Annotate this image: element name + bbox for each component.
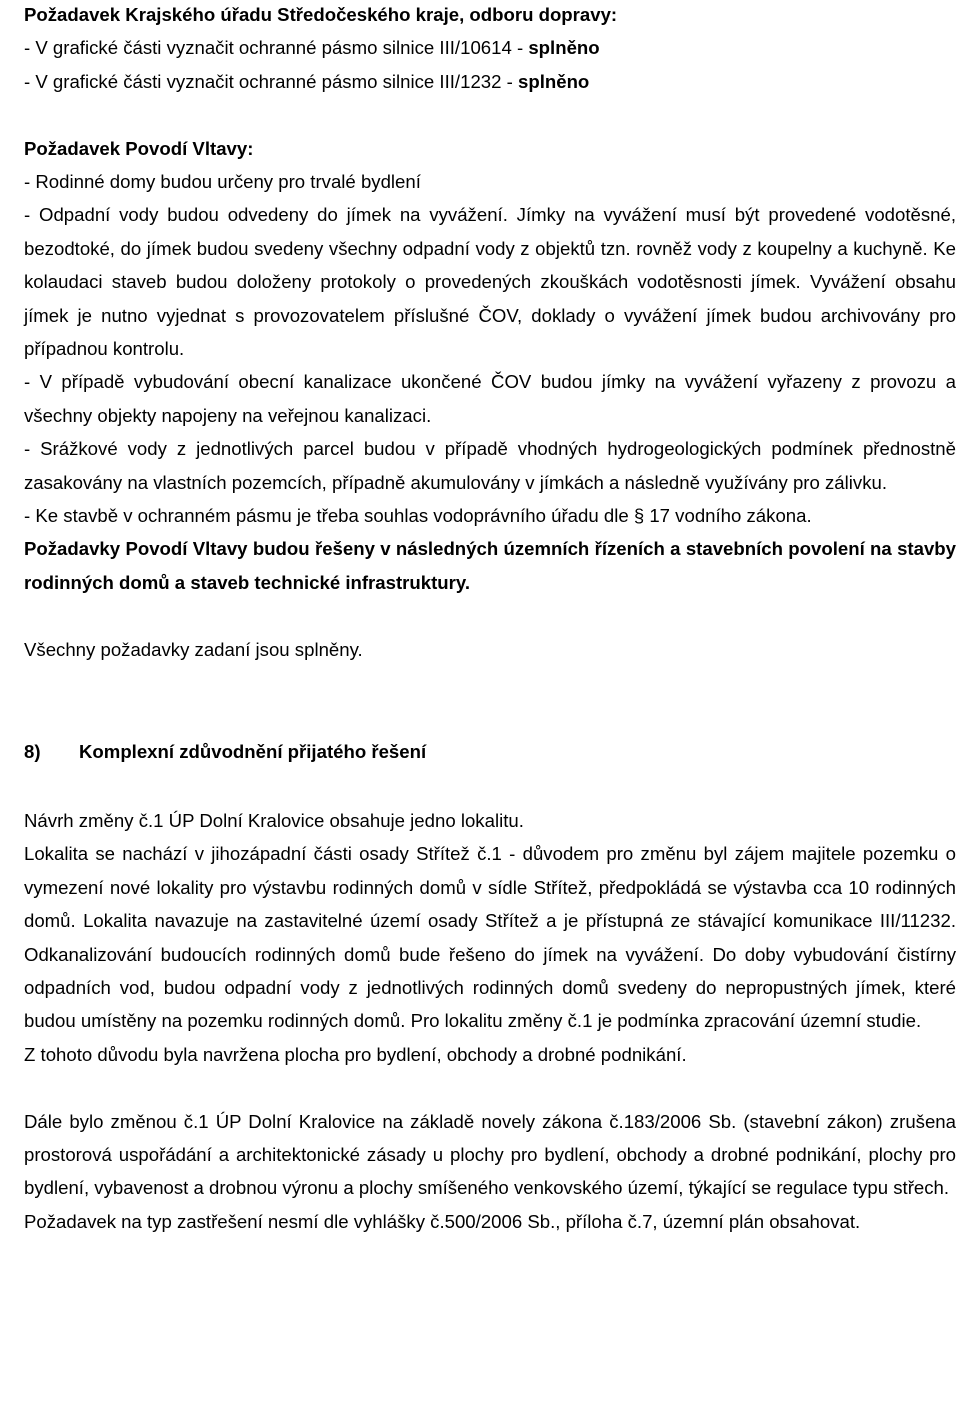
status-splneno: splněno xyxy=(528,37,600,59)
spacer xyxy=(24,666,956,699)
paragraph-5: Požadavek na typ zastřešení nesmí dle vyhlášky č.500/2006 Sb., příloha č.7, územní plán obsahovat. xyxy=(24,1210,861,1232)
povodi-title: Požadavek Povodí Vltavy: xyxy=(24,137,254,159)
spacer xyxy=(24,98,956,131)
povodi-item-1: - Rodinné domy budou určeny pro trvalé bydlení xyxy=(24,171,421,193)
section-number: 8) xyxy=(24,741,41,763)
status-splneno: splněno xyxy=(518,70,590,92)
spacer xyxy=(24,599,956,632)
povodi-item-3: - V případě vybudování obecní kanalizace ukončené ČOV budou jímky na vyvážení vyřazeny z provozu a všechny objekty napojeny na veřejnou kanalizaci. xyxy=(24,371,956,426)
krajsky-title: Požadavek Krajského úřadu Středočeského kraje, odboru dopravy: xyxy=(24,4,618,25)
section-title: Komplexní zdůvodnění přijatého řešení xyxy=(79,741,427,763)
section-heading xyxy=(24,735,956,768)
krajsky-item-1: - V grafické části vyznačit ochranné pásmo silnice III/10614 - splněno xyxy=(24,37,600,59)
spacer xyxy=(24,1071,956,1104)
povodi-item-2: - Odpadní vody budou odvedeny do jímek na vyvážení. Jímky na vyvážení musí být provedené vodotěsné, bezodtoké, do jímek budou svedeny všechny odpadní vody z objektů tzn. rovněž vody z koupelny a kuchyně. Ke kolaudaci staveb budou doloženy protokoly o provedených zkouškách vodotěsnosti jímek. Vyvážení obsahu jímek je nutno vyjednat s provozovatelem příslušné ČOV, doklady o vyvážení jímek budou archivovány pro případnou kontrolu. xyxy=(24,204,956,360)
povodi-item-4: - Srážkové vody z jednotlivých parcel budou v případě vhodných hydrogeologických podmínek přednostně zasakovány na vlastních pozemcích, případně akumulovány v jímkách a následně využívány pro zálivku. xyxy=(24,438,956,493)
document-page xyxy=(24,0,956,1238)
povodi-item-5: - Ke stavbě v ochranném pásmu je třeba souhlas vodoprávního úřadu dle § 17 vodního zákona. xyxy=(24,505,812,527)
spacer xyxy=(24,699,956,735)
spacer xyxy=(24,769,956,804)
krajsky-item-2: - V grafické části vyznačit ochranné pásmo silnice III/1232 - splněno xyxy=(24,70,590,92)
paragraph-3: Z tohoto důvodu byla navržena plocha pro bydlení, obchody a drobné podnikání. xyxy=(24,1043,687,1065)
paragraph-1: Návrh změny č.1 ÚP Dolní Kralovice obsahuje jedno lokalitu. xyxy=(24,809,524,831)
povodi-note: Požadavky Povodí Vltavy budou řešeny v následných územních řízeních a stavebních povolení na stavby rodinných domů a staveb technické infrastruktury. xyxy=(24,538,956,593)
paragraph-2: Lokalita se nachází v jihozápadní části osady Střítež č.1 - důvodem pro změnu byl zájem majitele pozemku o vymezení nové lokality pro výstavbu rodinných domů v sídle Střítež, předpokládá se výstavba cca 10 rodinných domů. Lokalita navazuje na zastavitelné území osady Střítež a je přístupná ze stávající komunikace III/11232. Odkanalizování budoucích rodinných domů bude řešeno do jímek na vyvážení. Do doby vybudování čistírny odpadních vod, budou odpadní vody z jednotlivých rodinných domů svedeny do nepropustných jímek, které budou umístěny na pozemku rodinných domů. Pro lokalitu změny č.1 je podmínka zpracování územní studie. xyxy=(24,843,956,1032)
paragraph-4: Dále bylo změnou č.1 ÚP Dolní Kralovice na základě novely zákona č.183/2006 Sb. (stavební zákon) zrušena prostorová uspořádání a architektonické zásady u plochy pro bydlení, obchody a drobné podnikání, plochy pro bydlení, vybavenost a drobnou výronu a plochy smíšeného venkovského území, týkající se regulace typu střech. xyxy=(24,1110,956,1199)
summary-text: Všechny požadavky zadaní jsou splněny. xyxy=(24,638,363,660)
